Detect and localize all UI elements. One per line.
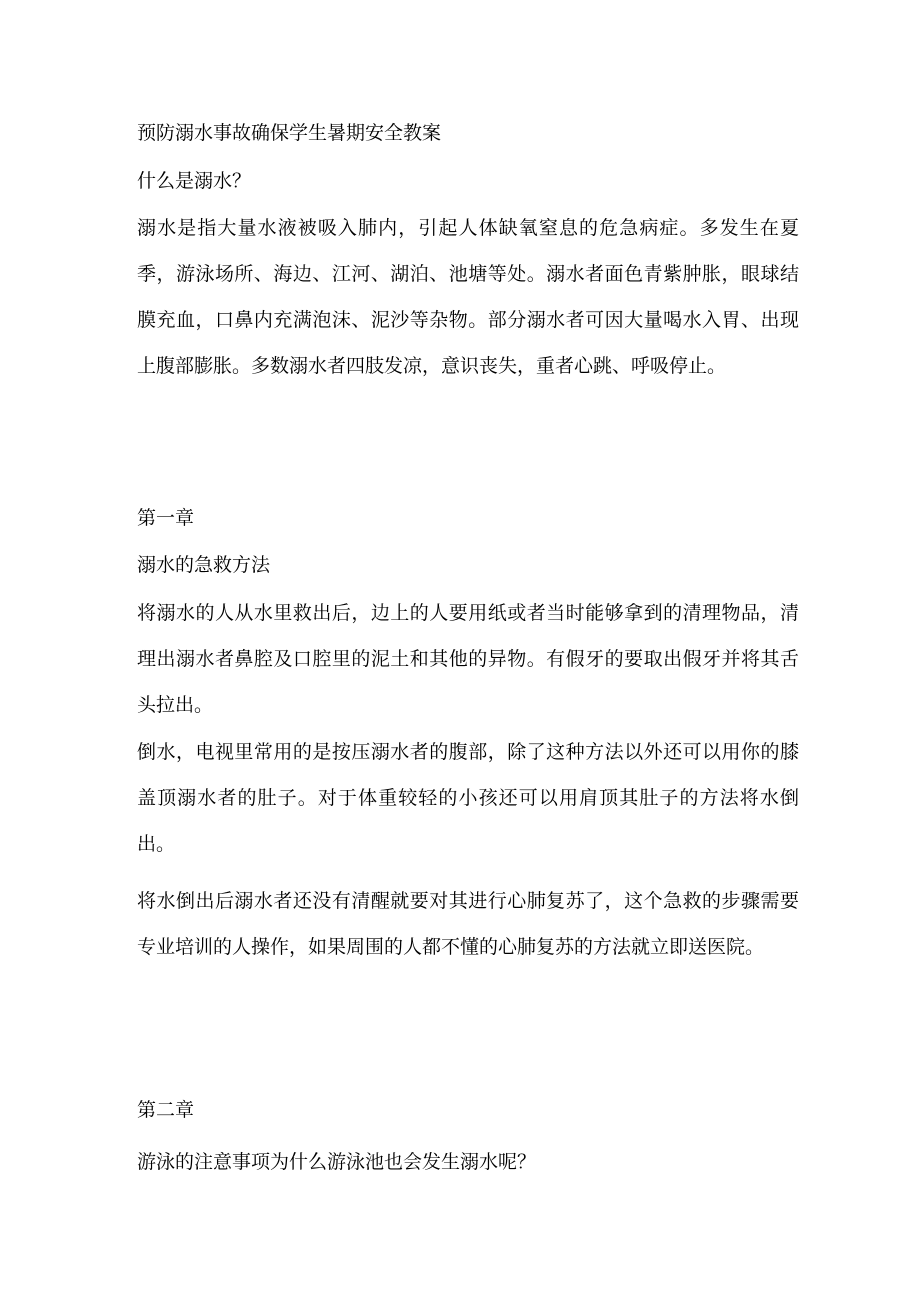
chapter2-label: 第二章 <box>137 1099 195 1121</box>
chapter1-paragraph-1: 将溺水的人从水里救出后，边上的人要用纸或者当时能够拿到的清理物品，清理出溺水者鼻腔及口腔里的泥土和其他的异物。有假牙的要取出假牙并将其舌头拉出。 <box>137 602 799 716</box>
chapter1-label: 第一章 <box>137 507 195 529</box>
intro-paragraph: 溺水是指大量水液被吸入肺内，引起人体缺氧窒息的危急病症。多发生在夏季，游泳场所、海边、江河、湖泊、池塘等处。溺水者面色青紫肿胀，眼球结膜充血，口鼻内充满泡沫、泥沙等杂物。部分溺水者可因大量喝水入胃、出现上腹部膨胀。多数溺水者四肢发凉，意识丧失，重者心跳、呼吸停止。 <box>137 217 799 377</box>
chapter2-heading: 游泳的注意事项为什么游泳池也会发生溺水呢？ <box>137 1151 537 1173</box>
chapter1-paragraph-2: 倒水，电视里常用的是按压溺水者的腹部，除了这种方法以外还可以用你的膝盖顶溺水者的肚子。对于体重较轻的小孩还可以用肩顶其肚子的方法将水倒出。 <box>137 741 799 855</box>
document-title: 预防溺水事故确保学生暑期安全教案 <box>137 122 442 144</box>
chapter1-paragraph-3: 将水倒出后溺水者还没有清醒就要对其进行心肺复苏了，这个急救的步骤需要专业培训的人操作，如果周围的人都不懂的心肺复苏的方法就立即送医院。 <box>137 890 799 958</box>
chapter1-heading: 溺水的急救方法 <box>137 554 271 576</box>
intro-heading: 什么是溺水？ <box>137 170 252 192</box>
